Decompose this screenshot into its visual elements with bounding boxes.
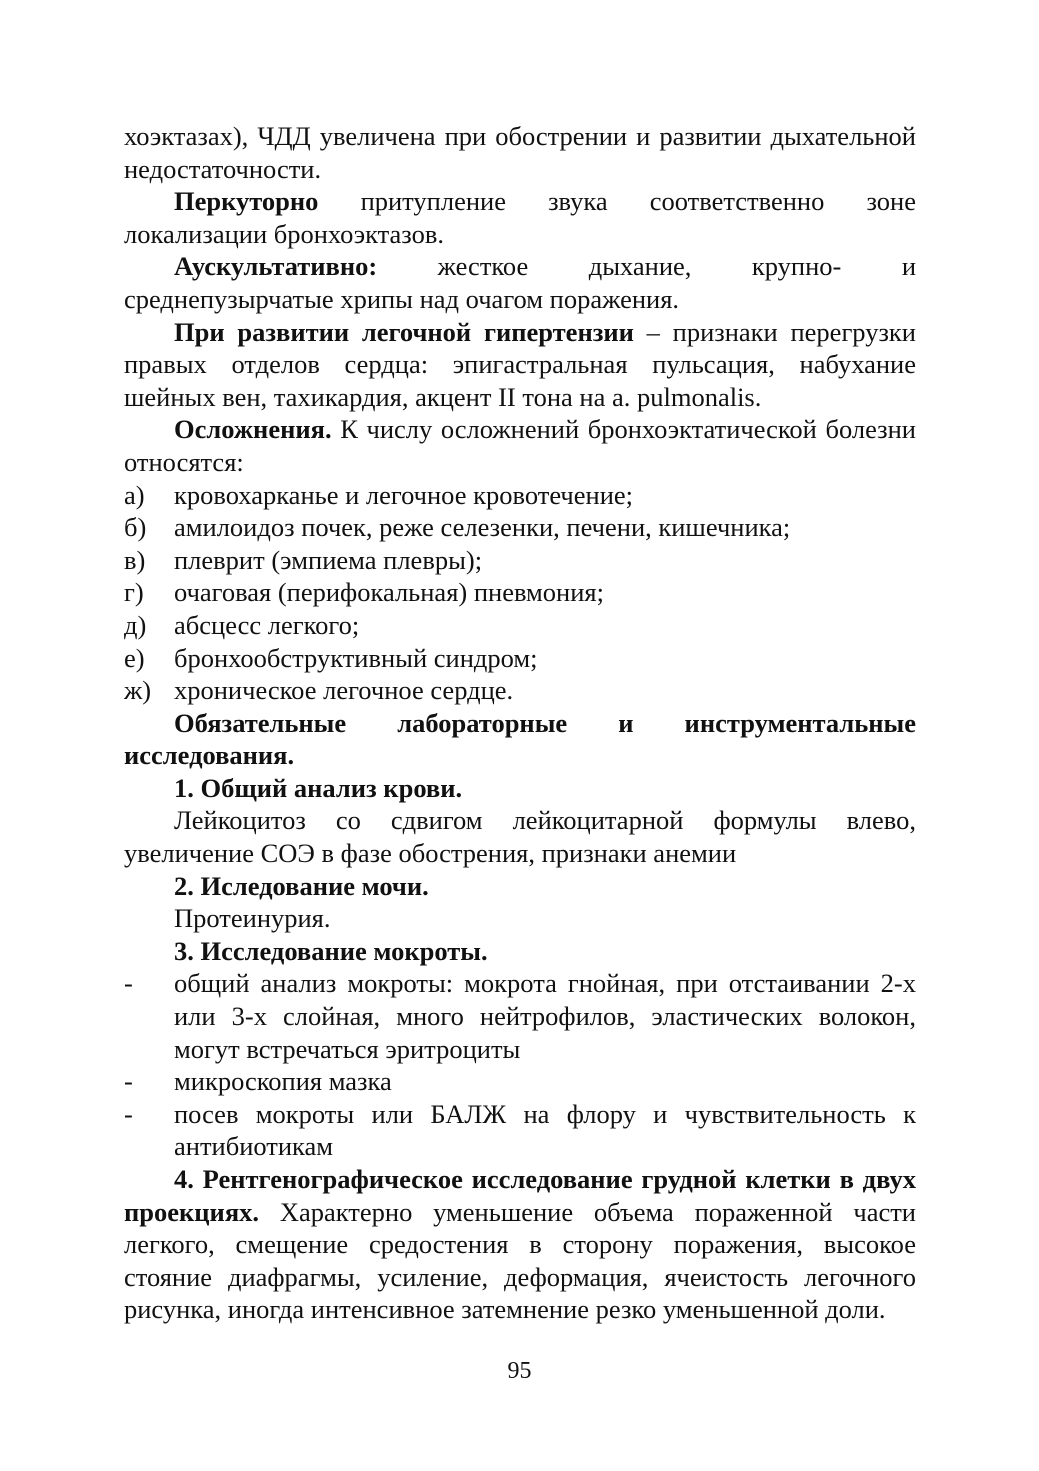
list-item — [124, 511, 916, 544]
urine-heading: 2. Иследование мочи. — [174, 870, 429, 901]
page-number: 95 — [507, 1358, 532, 1384]
list-item — [124, 576, 916, 609]
list-item-text: бронхообструктивный синдром; — [174, 642, 538, 673]
paragraph-blood: Лейкоцитоз со сдвигом лейкоцитарной формулы влево, увеличение СОЭ в фазе обострения, признаки анемии — [124, 805, 916, 869]
paragraph-hypertension — [124, 316, 916, 414]
list-item — [124, 1065, 916, 1098]
sputum-list — [124, 967, 916, 1163]
investigations-heading: Обязательные лабораторные и инструментальные исследования. — [124, 707, 916, 771]
list-item — [124, 479, 916, 512]
xray-text: Характерно уменьшение объема пораженной части легкого, смещение средостения в сторону поражения, высокое стояние диафрагмы, усиление, деформация, ячеистость легочного рисунка, иногда интенсивное затемнение резко уменьшенной доли. — [124, 1196, 916, 1325]
document-page — [124, 120, 916, 1326]
paragraph-xray — [124, 1163, 916, 1326]
subheading-urine — [124, 870, 916, 903]
paragraph-percussion — [124, 185, 916, 250]
list-item — [124, 1098, 916, 1163]
term-auscultation: Аускультативно: — [174, 251, 378, 282]
list-item-text: посев мокроты или БАЛЖ на флору и чувствительность к антибиотикам — [174, 1098, 916, 1162]
paragraph-urine: Протеинурия. — [174, 903, 331, 934]
list-marker: б) — [124, 512, 147, 543]
subheading-sputum — [124, 935, 916, 968]
term-complications: Осложнения. — [174, 414, 332, 445]
subheading-blood — [124, 772, 916, 805]
xray-heading: 4. Рентгенографическое исследование грудной клетки в двух проекциях. — [124, 1164, 916, 1227]
list-marker: - — [124, 968, 133, 999]
percussion-text: притупление звука соответственно зоне локализации бронхоэктазов. — [124, 186, 916, 249]
list-marker: д) — [124, 609, 147, 640]
paragraph-auscultation — [124, 250, 916, 315]
list-marker: - — [124, 1066, 133, 1097]
list-item-text: хроническое легочное сердце. — [174, 675, 514, 706]
paragraph-continuation: хоэктазах), ЧДД увеличена при обострении и развитии дыхательной недостаточности. — [124, 121, 916, 184]
list-marker: а) — [124, 479, 145, 510]
list-item — [124, 609, 916, 642]
complications-intro: К числу осложнений бронхоэктатической болезни относятся: — [124, 414, 916, 477]
sputum-heading: 3. Исследование мокроты. — [174, 935, 488, 966]
list-item-text: очаговая (перифокальная) пневмония; — [174, 577, 604, 608]
list-item-text: плеврит (эмпиема плевры); — [174, 544, 483, 575]
list-marker: г) — [124, 577, 144, 608]
term-hypertension: При развитии легочной гипертензии — [174, 316, 634, 347]
list-item — [124, 674, 916, 707]
list-marker: ж) — [124, 675, 152, 706]
list-item-text: абсцесс легкого; — [174, 609, 360, 640]
list-marker: - — [124, 1098, 133, 1129]
list-item-text: общий анализ мокроты: мокрота гнойная, при отстаивании 2-х или 3-х слойная, много нейтрофилов, эластических волокон, могут встречаться эритроциты — [174, 968, 916, 1064]
list-item — [124, 967, 916, 1065]
hypertension-text: – признаки перегрузки правых отделов сердца: эпигастральная пульсация, набухание шейных вен, тахикардия, акцент II тона на a. pulmonalis. — [124, 316, 916, 412]
complications-list — [124, 479, 916, 707]
list-item-text: кровохарканье и легочное кровотечение; — [174, 479, 634, 510]
paragraph-complications — [124, 413, 916, 478]
term-percussion: Перкуторно — [174, 186, 319, 217]
auscultation-text: жесткое дыхание, крупно- и среднепузырчатые хрипы над очагом поражения. — [124, 251, 916, 314]
list-item — [124, 544, 916, 577]
list-marker: в) — [124, 544, 146, 575]
list-item-text: амилоидоз почек, реже селезенки, печени, кишечника; — [174, 512, 791, 543]
list-item-text: микроскопия мазка — [174, 1066, 392, 1097]
list-item — [124, 642, 916, 675]
section-heading-investigations — [124, 707, 916, 772]
blood-heading: 1. Общий анализ крови. — [174, 772, 463, 803]
list-marker: е) — [124, 642, 145, 673]
